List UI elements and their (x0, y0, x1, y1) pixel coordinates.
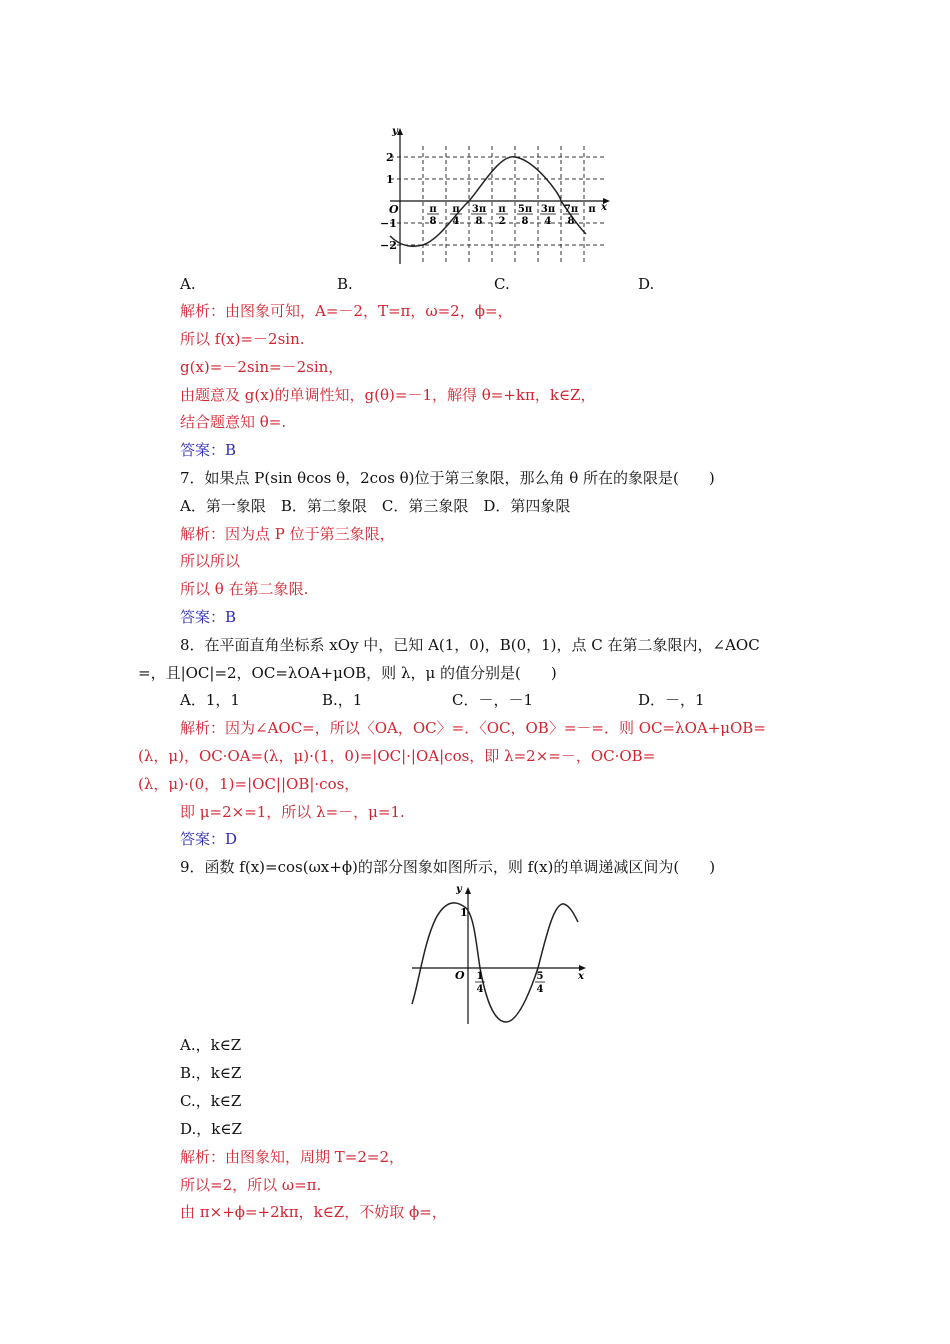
option-c: C. (494, 275, 510, 293)
q8-analysis-4: 即 μ=2×=1，所以 λ=－，μ=1. (180, 803, 405, 821)
x-tick-7-den: 8 (567, 216, 575, 227)
q8-analysis-3: (λ，μ)·(0，1)=|OC||OB|·cos， (138, 775, 360, 793)
cosine-curve (412, 903, 578, 1022)
x-tick-6-num: 3π (540, 204, 556, 215)
q8-analysis-1: 解析：因为∠AOC=，所以〈OA，OC〉=．〈OC，OB〉=－=．则 OC=λOA+μOB= (180, 719, 766, 737)
x-tick-6-den: 4 (544, 216, 552, 227)
x-tick-quarter-den: 4 (476, 984, 484, 995)
y-tick-neg2: −2 (380, 239, 397, 252)
q6-analysis-5: 结合题意知 θ=. (180, 413, 287, 431)
y-tick-2: 2 (386, 151, 394, 164)
q7-stem: 7．如果点 P(sin θcos θ，2cos θ)位于第三象限，那么角 θ 所在的象限是( ) (180, 469, 715, 487)
x-tick-2-den: 4 (452, 216, 460, 227)
q8-answer: 答案：D (180, 830, 238, 848)
q6-analysis-2: 所以 f(x)=－2sin. (180, 330, 305, 348)
y-axis-label: y (456, 884, 462, 895)
x-axis-label: x (601, 202, 607, 213)
q7-analysis-3: 所以 θ 在第二象限. (180, 580, 309, 598)
x-tick-quarter-num: 1 (476, 971, 484, 982)
q8-analysis-2: (λ，μ)，OC·OA=(λ，μ)·(1，0)=|OC|·|OA|cos，即 λ=2×=－，OC·OB= (138, 747, 656, 765)
q9-analysis-1: 解析：由图象知，周期 T=2=2， (180, 1148, 404, 1166)
option-d: D. (638, 275, 655, 293)
q6-analysis-1: 解析：由图象可知，A=－2，T=π，ω=2，ϕ=， (180, 302, 513, 320)
x-tick-5-num: 5π (517, 204, 533, 215)
q6-analysis-3: g(x)=－2sin=－2sin， (180, 358, 344, 376)
q6-answer: 答案：B (180, 441, 237, 459)
y-tick-1: 1 (386, 173, 394, 186)
q7-analysis-2: 所以所以 (180, 552, 241, 570)
option-a: A. (180, 275, 196, 293)
origin-label: O (455, 969, 465, 982)
q8-option-d: D．－，1 (638, 691, 705, 709)
q7-options: A．第一象限 B．第二象限 C．第三象限 D．第四象限 (180, 497, 571, 515)
q9-option-b: B.，k∈Z (180, 1064, 242, 1082)
y-tick-neg1: −1 (380, 217, 397, 230)
origin-label: O (389, 203, 399, 216)
graph-cosine-2 (404, 882, 594, 1027)
q9-stem: 9．函数 f(x)=cos(ωx+ϕ)的部分图象如图所示，则 f(x)的单调递减区间为( ) (180, 858, 716, 876)
y-tick-1: 1 (460, 906, 468, 919)
x-tick-3-num: 3π (471, 204, 487, 215)
q8-option-b: B.，1 (322, 691, 363, 709)
x-tick-4-num: π (498, 204, 506, 215)
x-tick-five-quarter-num: 5 (536, 971, 544, 982)
x-tick-7-num: 7π (563, 204, 579, 215)
x-tick-1-num: π (429, 204, 437, 215)
x-tick-8-num: π (588, 204, 596, 215)
q8-stem-2: =，且|OC|=2，OC=λOA+μOB，则 λ，μ 的值分别是( ) (138, 664, 557, 682)
q8-option-a: A．1，1 (180, 691, 240, 709)
q9-option-c: C.，k∈Z (180, 1092, 242, 1110)
option-b: B. (337, 275, 353, 293)
q6-analysis-4: 由题意及 g(x)的单调性知，g(θ)=－1，解得 θ=+kπ，k∈Z， (180, 386, 596, 404)
q9-option-d: D.，k∈Z (180, 1120, 242, 1138)
y-axis-label: y (392, 126, 398, 137)
x-tick-4-den: 2 (498, 216, 506, 227)
graph-sine-1 (370, 124, 610, 269)
q8-stem-1: 8．在平面直角坐标系 xOy 中，已知 A(1，0)，B(0，1)，点 C 在第二象限内，∠AOC (180, 636, 760, 654)
x-tick-1-den: 8 (429, 216, 437, 227)
q9-option-a: A.，k∈Z (180, 1036, 242, 1054)
x-tick-5-den: 8 (521, 216, 529, 227)
x-tick-2-num: π (452, 204, 460, 215)
x-axis-label: x (578, 971, 584, 982)
x-tick-3-den: 8 (475, 216, 483, 227)
q9-analysis-2: 所以=2，所以 ω=π. (180, 1176, 322, 1194)
q7-analysis-1: 解析：因为点 P 位于第三象限， (180, 525, 395, 543)
x-tick-five-quarter-den: 4 (536, 984, 544, 995)
q9-analysis-3: 由 π×+ϕ=+2kπ，k∈Z，不妨取 ϕ=， (180, 1203, 447, 1221)
q8-option-c: C．－，－1 (452, 691, 534, 709)
q7-answer: 答案：B (180, 608, 237, 626)
